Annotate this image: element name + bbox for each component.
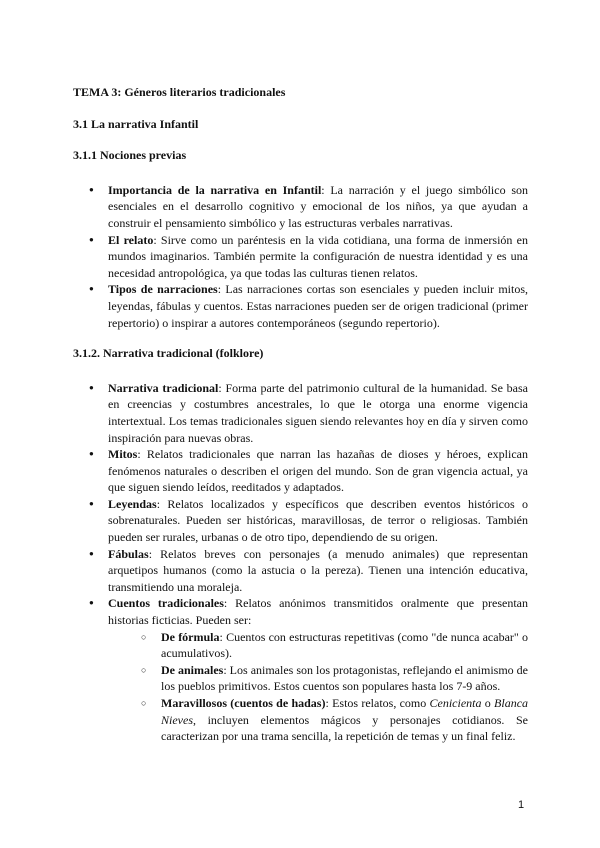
sublist-item-text-mid: o <box>481 696 495 710</box>
title-blanca-nieves: Blanca Nieves <box>161 696 529 727</box>
list-item <box>73 281 528 331</box>
list-item-text: : Relatos localizados y específicos que describen eventos históricos o sobrenaturales. Pueden ser históricas, maravillosas, de terror o religiosas. También pueden ser rurales, urbanas o de otro tipo, dependiendo de su origen. <box>108 496 528 545</box>
sublist-item <box>126 662 528 695</box>
sublist-item-term: Maravillosos (cuentos de hadas) <box>161 696 326 710</box>
sublist-item-term: De animales <box>161 662 224 677</box>
list-item <box>73 595 528 744</box>
sublist-item <box>126 629 528 662</box>
list-item <box>73 446 528 496</box>
nociones-list <box>73 182 528 331</box>
list-item-term: Leyendas <box>108 496 157 511</box>
list-item-text: : Las narraciones cortas son esenciales y pueden incluir mitos, leyendas, fábulas y cuentos. Estas narraciones pueden ser de origen tradicional (primer repertorio) o inspirar a autores contemporáneos (segundo repertorio). <box>108 282 529 330</box>
document-title: TEMA 3: Géneros literarios tradicionales <box>73 85 286 99</box>
subsection-heading-nociones: 3.1.1 Nociones previas <box>73 148 187 163</box>
subsection-heading-folklore: 3.1.2. Narrativa tradicional (folklore) <box>73 346 264 361</box>
page-number: 1 <box>518 799 525 811</box>
sublist-item-text: : Cuentos con estructuras repetitivas (como "de nunca acabar" o acumulativos). <box>161 629 529 661</box>
list-item-text: : Relatos tradicionales que narran las hazañas de dioses y héroes, explican fenómenos naturales o describen el origen del mundo. Son de gran vigencia actual, ya que siguen siendo leídos, reeditados y adaptados. <box>108 447 528 495</box>
list-item <box>73 546 528 596</box>
list-item-text: : La narración y el juego simbólico son esenciales en el desarrollo cognitivo y emocional de los niños, ya que ayudan a construir el pensamiento simbólico y las estructuras verbales narrativas. <box>108 182 528 230</box>
list-item-text: : Sirve como un paréntesis en la vida cotidiana, una forma de inmersión en mundos imaginarios. También permite la configuración de nuestra identidad y es una necesidad antropológica, ya que todas las culturas tienen relatos. <box>108 232 528 280</box>
list-item-term: Fábulas <box>108 546 149 561</box>
list-item-term: Narrativa tradicional <box>108 380 219 395</box>
list-item-text: : Relatos breves con personajes (a menudo animales) que representan arquetipos humanos (como la astucia o la pereza). Tienen una intención educativa, transmitiendo una moraleja. <box>108 546 528 594</box>
title-cenicienta: Cenicienta <box>429 696 482 710</box>
list-item-text: : Forma parte del patrimonio cultural de la humanidad. Se basa en creencias y costumbres ancestrales, lo que le otorga una enorme vigencia intertextual. Los temas tradicionales siguen siendo relevantes hoy en día y sirven como inspiración para nuevas obras. <box>108 380 528 445</box>
sublist-item-text-pre: : Estos relatos, como <box>325 696 430 710</box>
sublist-item <box>126 695 528 745</box>
list-item-text: : Relatos anónimos transmitidos oralmente que presentan historias ficticias. Pueden ser: <box>108 596 529 628</box>
sublist-item-text: : Los animales son los protagonistas, reflejando el animismo de los pueblos primitivos. Estos cuentos son populares hasta los 7-9 años. <box>161 662 529 694</box>
cuentos-sublist <box>108 629 528 745</box>
list-item <box>73 380 528 446</box>
list-item <box>73 232 528 282</box>
list-item <box>73 182 528 232</box>
list-item-term: Cuentos tradicionales <box>108 596 224 611</box>
document-page <box>73 84 528 759</box>
section-heading: 3.1 La narrativa Infantil <box>73 116 199 131</box>
list-item <box>73 496 528 546</box>
sublist-item-text-post: , incluyen elementos mágicos y personajes cotidianos. Se caracterizan por una trama sencilla, la repetición de temas y un final feliz. <box>161 712 528 744</box>
list-item-term: Mitos <box>108 447 138 462</box>
folklore-list <box>73 380 528 745</box>
list-item-term: El relato <box>108 232 154 247</box>
list-item-term: Importancia de la narrativa en Infantil <box>108 182 322 197</box>
sublist-item-term: De fórmula <box>161 629 220 644</box>
list-item-term: Tipos de narraciones <box>108 282 218 297</box>
